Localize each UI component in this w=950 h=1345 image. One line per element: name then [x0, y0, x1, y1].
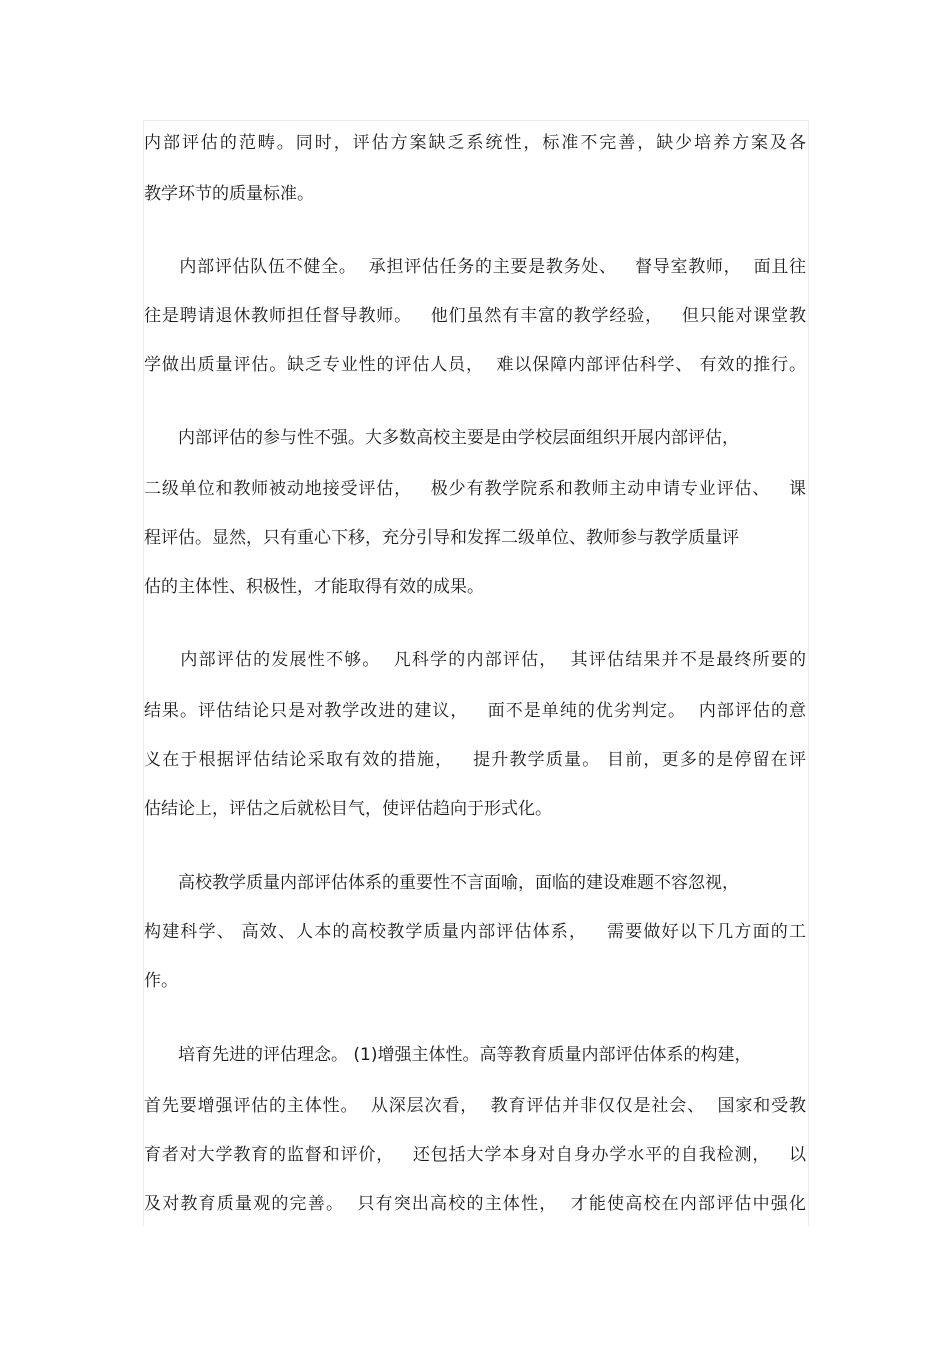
text-line: 内部评估的发展性不够。 凡科学的内部评估， 其评估结果并不是最终所要的: [144, 650, 806, 670]
text-line: 及对教育质量观的完善。 只有突出高校的主体性， 才能使高校在内部评估中强化: [144, 1194, 806, 1214]
text-line: 作。: [144, 971, 178, 991]
text-line: 义在于根据评估结论采取有效的措施， 提升教学质量。 目前，更多的是停留在评: [144, 750, 806, 770]
text-line: 估的主体性、积极性，才能取得有效的成果。: [144, 577, 484, 597]
text-line: 内部评估的范畴。同时，评估方案缺乏系统性，标准不完善，缺少培养方案及各: [144, 133, 806, 153]
text-line: 内部评估的参与性不强。大多数高校主要是由学校层面组织开展内部评估，: [144, 428, 739, 448]
text-line: 结果。评估结论只是对教学改进的建议， 面不是单纯的优劣判定。 内部评估的意: [144, 701, 806, 721]
text-line: 构建科学、 高效、人本的高校教学质量内部评估体系， 需要做好以下几方面的工: [144, 922, 806, 942]
text-line: 首先要增强评估的主体性。 从深层次看， 教育评估并非仅仅是社会、 国家和受教: [144, 1096, 806, 1116]
text-line: 育者对大学教育的监督和评价， 还包括大学本身对自身办学水平的自我检测， 以: [144, 1145, 806, 1165]
text-line: 估结论上，评估之后就松目气，使评估趋向于形式化。: [144, 799, 552, 819]
text-line: 高校教学质量内部评估体系的重要性不言面喻，面临的建设难题不容忽视，: [144, 873, 739, 893]
text-line: 学做出质量评估。缺乏专业性的评估人员， 难以保障内部评估科学、 有效的推行。: [144, 355, 806, 375]
text-line: 程评估。显然，只有重心下移，充分引导和发挥二级单位、教师参与教学质量评: [144, 528, 739, 548]
text-line: 二级单位和教师被动地接受评估， 极少有教学院系和教师主动申请专业评估、 课: [144, 479, 806, 499]
text-line: 教学环节的质量标准。: [144, 184, 314, 204]
text-line: 往是聘请退休教师担任督导教师。 他们虽然有丰富的教学经验， 但只能对课堂教: [144, 306, 806, 326]
text-line: 培育先进的评估理念。 (1)增强主体性。高等教育质量内部评估体系的构建，: [144, 1045, 752, 1065]
text-line: 内部评估队伍不健全。 承担评估任务的主要是教务处、 督导室教师， 面且往: [144, 257, 806, 277]
